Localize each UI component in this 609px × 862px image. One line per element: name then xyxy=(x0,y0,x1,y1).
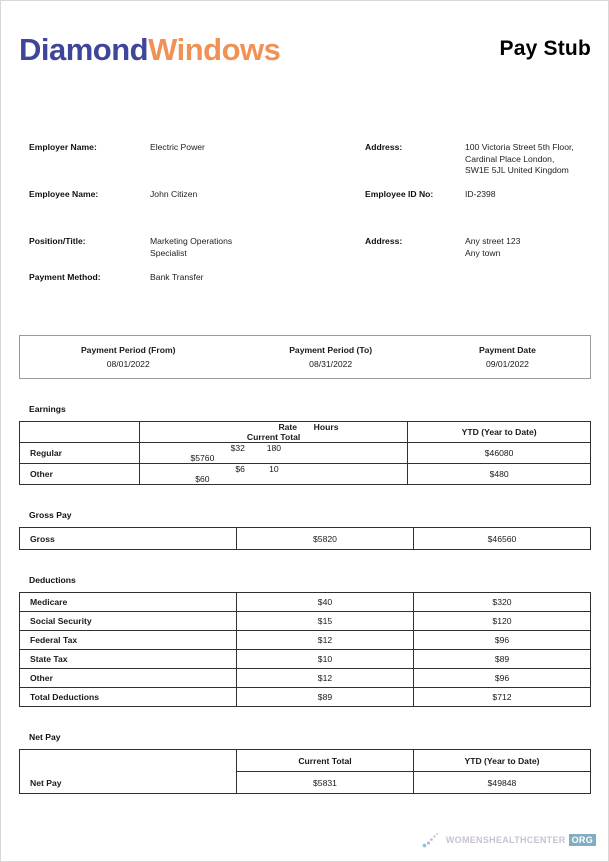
payment-period-table xyxy=(19,335,591,379)
position-label: Position/Title: xyxy=(29,236,86,246)
employee-name-label: Employee Name: xyxy=(29,189,99,199)
employee-id-value: ID-2398 xyxy=(465,189,496,199)
position-line2: Specialist xyxy=(150,247,187,258)
payment-method-value: Bank Transfer xyxy=(150,272,204,282)
deduction-row-label: Other xyxy=(20,669,237,688)
earnings-row-ytd: $46080 xyxy=(408,443,591,464)
period-from-value: 08/01/2022 xyxy=(106,359,150,369)
deduction-row-current: $12 xyxy=(236,631,413,650)
employee-address-label: Address: xyxy=(365,236,403,246)
earnings-rate-hours-header xyxy=(139,422,407,443)
earnings-section-label: Earnings xyxy=(29,404,66,414)
gross-pay-table xyxy=(19,527,591,550)
employer-address-label: Address: xyxy=(365,142,403,152)
deductions-section xyxy=(19,575,591,707)
earnings-row-current: $60 xyxy=(195,474,210,484)
page-title: Pay Stub xyxy=(499,37,591,60)
payment-date-value: 09/01/2022 xyxy=(485,359,529,369)
table-row xyxy=(20,593,591,612)
earnings-row-label: Regular xyxy=(20,443,140,464)
earnings-row-hours: 180 xyxy=(266,443,282,453)
earnings-row-values xyxy=(139,464,407,485)
deduction-row-ytd: $320 xyxy=(413,593,590,612)
net-pay-row-label: Net Pay xyxy=(20,750,237,794)
gross-pay-section xyxy=(19,510,591,550)
table-row xyxy=(20,631,591,650)
payment-period-section xyxy=(19,335,591,379)
deduction-row-ytd: $96 xyxy=(413,631,590,650)
payment-method-label: Payment Method: xyxy=(29,272,101,282)
earnings-row-ytd: $480 xyxy=(408,464,591,485)
period-to-value: 08/31/2022 xyxy=(309,359,353,369)
deduction-row-ytd: $89 xyxy=(413,650,590,669)
net-pay-row-ytd: $49848 xyxy=(413,772,590,794)
employer-address-value xyxy=(465,142,574,177)
earnings-rate-header: Rate xyxy=(278,422,298,432)
earnings-section xyxy=(19,404,591,485)
deduction-row-current: $40 xyxy=(236,593,413,612)
gross-pay-row-ytd: $46560 xyxy=(413,528,590,550)
deduction-row-ytd: $96 xyxy=(413,669,590,688)
gross-pay-row-current: $5820 xyxy=(236,528,413,550)
deduction-row-label: Social Security xyxy=(20,612,237,631)
employee-info-section xyxy=(19,85,591,282)
table-row xyxy=(20,355,591,379)
position-value xyxy=(150,236,232,259)
table-row xyxy=(20,464,591,485)
table-row xyxy=(20,669,591,688)
table-row xyxy=(20,528,591,550)
gross-pay-section-label: Gross Pay xyxy=(29,510,72,520)
deduction-row-label: Federal Tax xyxy=(20,631,237,650)
employer-name-label: Employer Name: xyxy=(29,142,97,152)
table-row xyxy=(20,443,591,464)
deduction-row-ytd: $120 xyxy=(413,612,590,631)
earnings-row-rate: $32 xyxy=(230,443,245,453)
earnings-row-label: Other xyxy=(20,464,140,485)
period-to-header: Payment Period (To) xyxy=(289,345,373,355)
watermark-text: WOMENSHEALTHCENTER xyxy=(445,835,566,845)
earnings-hours-header: Hours xyxy=(313,422,339,432)
deductions-table xyxy=(19,592,591,707)
gross-pay-row-label: Gross xyxy=(20,528,237,550)
logo-text-windows: Windows xyxy=(148,32,281,67)
table-header-row xyxy=(20,750,591,772)
net-pay-table xyxy=(19,749,591,794)
net-pay-section-label: Net Pay xyxy=(29,732,61,742)
watermark xyxy=(422,831,596,849)
employee-address-line1: Any street 123 xyxy=(465,236,521,246)
deduction-row-label: State Tax xyxy=(20,650,237,669)
earnings-table xyxy=(19,421,591,485)
deduction-row-current: $15 xyxy=(236,612,413,631)
payment-date-header: Payment Date xyxy=(479,345,536,355)
net-pay-current-header: Current Total xyxy=(236,750,413,772)
table-row xyxy=(20,612,591,631)
net-pay-row-current: $5831 xyxy=(236,772,413,794)
table-row xyxy=(20,336,591,356)
employer-address-line1: 100 Victoria Street 5th Floor, xyxy=(465,142,574,152)
earnings-row-current: $5760 xyxy=(190,453,215,463)
earnings-row-values xyxy=(139,443,407,464)
employee-id-label: Employee ID No: xyxy=(365,189,434,199)
watermark-badge: ORG xyxy=(569,834,596,846)
dots-arc-icon xyxy=(422,831,444,849)
employee-address-line2: Any town xyxy=(465,247,501,258)
deduction-row-current: $89 xyxy=(236,688,413,707)
deduction-row-current: $10 xyxy=(236,650,413,669)
position-line1: Marketing Operations xyxy=(150,236,233,246)
deduction-row-current: $12 xyxy=(236,669,413,688)
deductions-section-label: Deductions xyxy=(29,575,76,585)
logo-text-diamond: Diamond xyxy=(19,32,149,67)
earnings-ytd-header: YTD (Year to Date) xyxy=(408,422,591,443)
employee-address-value xyxy=(465,236,520,259)
net-pay-section xyxy=(19,732,591,794)
earnings-current-header: Current Total xyxy=(246,432,301,442)
net-pay-ytd-header: YTD (Year to Date) xyxy=(413,750,590,772)
period-from-header: Payment Period (From) xyxy=(80,345,176,355)
table-row xyxy=(20,688,591,707)
earnings-row-rate: $6 xyxy=(235,464,245,474)
table-row xyxy=(20,650,591,669)
earnings-blank-header xyxy=(20,422,140,443)
table-header-row xyxy=(20,422,591,443)
deduction-row-label: Total Deductions xyxy=(20,688,237,707)
employee-name-value: John Citizen xyxy=(150,189,198,199)
deduction-row-ytd: $712 xyxy=(413,688,590,707)
earnings-row-hours: 10 xyxy=(269,464,279,474)
deduction-row-label: Medicare xyxy=(20,593,237,612)
employer-address-line3: SW1E 5JL United Kingdom xyxy=(465,165,569,175)
employer-address-line2: Cardinal Place London, xyxy=(465,153,555,164)
document-header xyxy=(19,33,591,85)
employer-name-value: Electric Power xyxy=(150,142,205,152)
